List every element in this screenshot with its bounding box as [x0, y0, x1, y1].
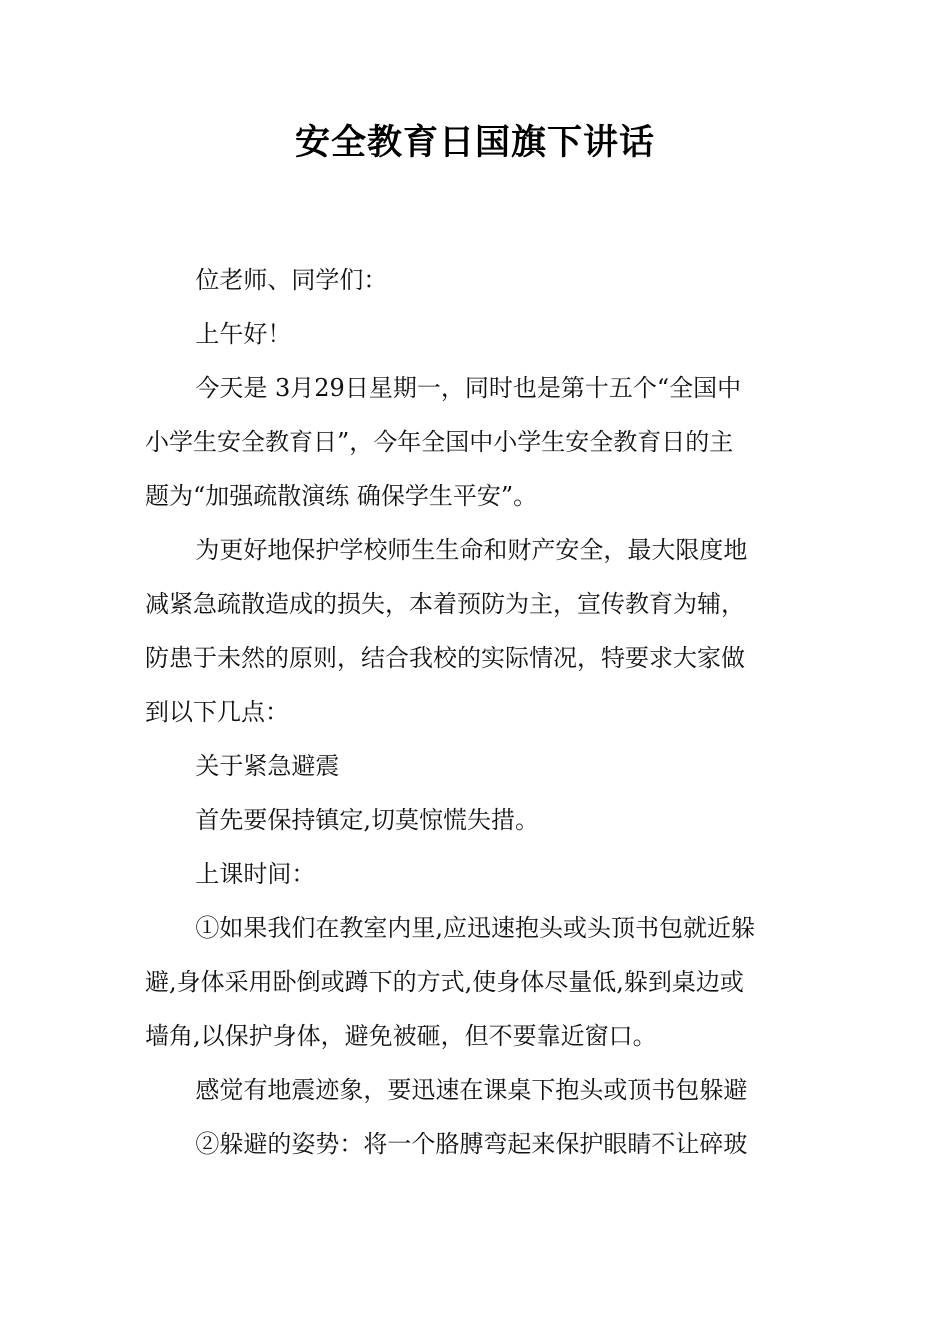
text-line: 首先要保持镇定,切莫惊慌失措。 [195, 806, 540, 834]
document-title: 安全教育日国旗下讲话 [294, 123, 655, 163]
paragraph-class-time [145, 847, 810, 901]
paragraph-date-theme [145, 361, 810, 523]
paragraph-item-2 [145, 1117, 810, 1171]
text-line: 为更好地保护学校师生生命和财产安全，最大限度地 [195, 536, 748, 564]
paragraph-greeting [145, 253, 810, 307]
text-line: 到以下几点： [145, 698, 289, 726]
paragraph-good-morning [145, 307, 810, 361]
paragraph-earthquake-signs [145, 1063, 810, 1117]
text-line: 位老师、同学们： [195, 266, 388, 294]
text-line: 题为“加强疏散演练 确保学生平安”。 [145, 482, 538, 510]
text-line: 今天是 3月29日星期一，同时也是第十五个“全国中 [195, 374, 742, 402]
text-line: ①如果我们在教室内里,应迅速抱头或头顶书包就近躲 [195, 914, 756, 942]
text-line: 墙角,以保护身体，避免被砸，但不要靠近窗口。 [145, 1022, 657, 1050]
document-body [145, 253, 810, 1171]
text-line: 感觉有地震迹象，要迅速在课桌下抱头或顶书包躲避 [195, 1076, 748, 1104]
text-line: 减紧急疏散造成的损失，本着预防为主，宣传教育为辅， [145, 590, 745, 618]
text-line: 上课时间： [195, 860, 316, 888]
paragraph-section-heading [145, 739, 810, 793]
paragraph-item-1 [145, 901, 810, 1063]
text-line: 防患于未然的原则，结合我校的实际情况，特要求大家做 [145, 644, 745, 672]
paragraph-stay-calm [145, 793, 810, 847]
text-line: ②躲避的姿势：将一个胳膊弯起来保护眼睛不让碎玻 [195, 1130, 748, 1158]
paragraph-purpose [145, 523, 810, 739]
text-line: 避,身体采用卧倒或蹲下的方式,使身体尽量低,躲到桌边或 [145, 968, 744, 996]
text-line: 关于紧急避震 [195, 752, 340, 780]
text-line: 小学生安全教育日”，今年全国中小学生安全教育日的主 [145, 428, 734, 456]
text-line: 上午好！ [195, 320, 292, 348]
